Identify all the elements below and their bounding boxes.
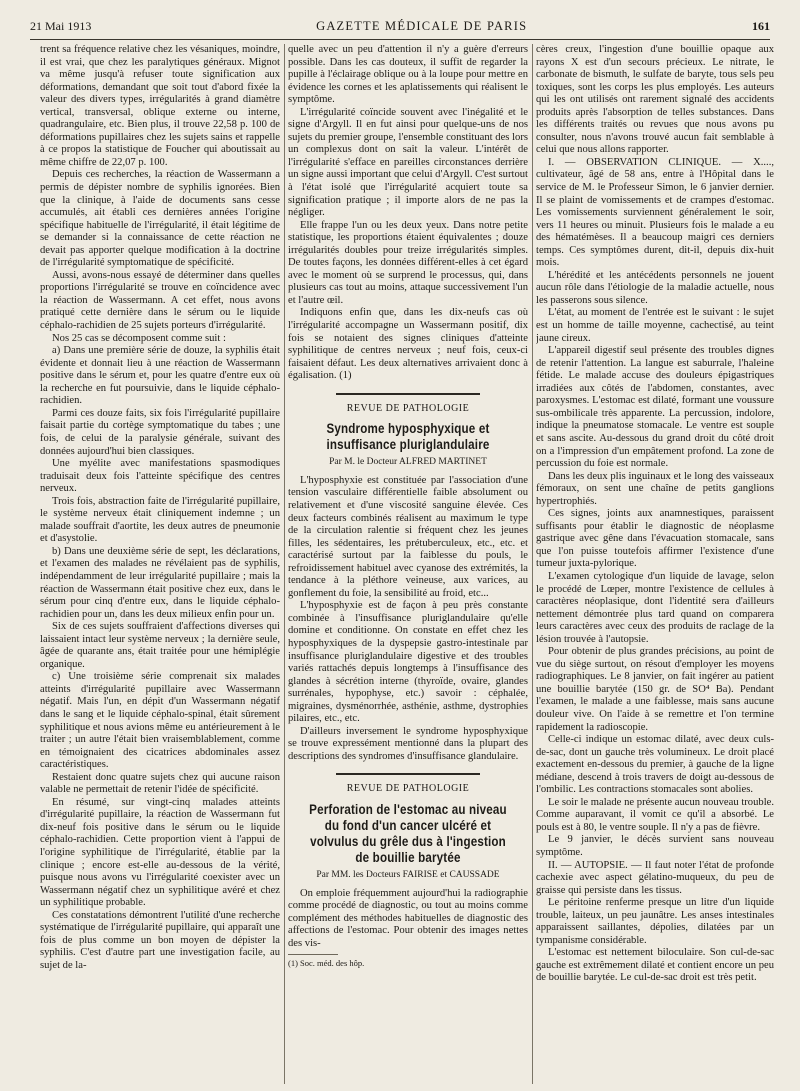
paragraph: Ces signes, joints aux anamnestiques, paraissent suffisants pour établir le diagnostic de néoplasme gastrique avec gêne dans l'évacuation stomacale, sans que l'on puisse toutefois affirmer l'existence d'une tumeur juxta-pylorique.: [536, 508, 774, 570]
paragraph: Elle frappe l'un ou les deux yeux. Dans notre petite statistique, les proportions étaient équivalentes ; douze irrégularités doubles pour treize irrégularités simples. De toutes façons, les données différent-elles à cet égard avec le moment où se surprend le processus, qui, dans plusieurs cas tout au moins, attaque successivement l'un et l'autre œil.: [288, 219, 528, 306]
column-3: [536, 44, 774, 1084]
paragraph: Restaient donc quatre sujets chez qui aucune raison valable ne permettait de retenir l'idée de spécificité.: [40, 771, 280, 796]
paragraph: Dans les deux plis inguinaux et le long des vaisseaux fémoraux, on sent une chaîne de petits ganglions hypertrophiés.: [536, 470, 774, 507]
paragraph: D'ailleurs inversement le syndrome hyposphyxique se trouve expressément mentionné dans la plupart des descriptions des syndromes d'insuffisance glandulaire.: [288, 725, 528, 762]
paragraph: L'hyposphyxie est de façon à peu près constante combinée à l'insuffisance pluriglandulaire qu'elle domine et conditionne. On constate en effet chez les hyposphyxiques de la dyspepsie gastro-intestinale par insuffisance pluriglandulaire digestive et des troubles variés rattachés depuis longtemps à l'insuffisance des glandes à sécrétion interne (thyroïde, ovaire, glandes surrénales, hypophyse, etc.) savoir : céphalée, migraines, dysménorrhée, asthénie, asthme, dystrophies pilaires, etc., etc.: [288, 600, 528, 725]
section-heading: REVUE DE PATHOLOGIE: [346, 783, 470, 795]
paragraph: quelle avec un peu d'attention il n'y a guère d'erreurs possible. Dans les cas douteux, il suffit de regarder la pupille à l'éclairage oblique ou à la loupe pour mettre en évidence les cornes et les aplatissements qui réalisent le symptôme.: [288, 44, 528, 106]
paragraph: Trois fois, abstraction faite de l'irrégularité pupillaire, le système nerveux était cliniquement indemne ; un malade souffrait d'aortite, les deux autres de pneumonie et d'asystolie.: [40, 495, 280, 545]
article-title: Perforation de l'estomac au niveau du fond d'un cancer ulcéré et volvulus du grêle dus à l'ingestion de bouillie barytée: [309, 801, 507, 865]
footnote-rule: [288, 954, 338, 955]
paragraph: Pour obtenir de plus grandes précisions, au point de vue du siège surtout, on résout d'employer les moyens radiographiques. Le 8 janvier, on fait ingérer au patient une bouillie barytée (150 gr. de SO⁴ Ba). Pendant l'examen, le malade a une faiblesse, mais sans aucune douleur vive. On l'aide à se remettre et l'on termine rapidement la radioscopie.: [536, 646, 774, 733]
paragraph: L'hyposphyxie est constituée par l'association d'une tension vasculaire différentielle faible absolument ou relativement et d'une viscosité sanguine élevée. Ces deux facteurs combinés réalisent au maximum le type de la circulation ralentie si fréquent chez les jeunes filles, les sédentaires, les prétuberculeux, etc., etc. et caractérisé surtout par la faiblesse du pouls, le refroidissement habituel avec cyanose des extrémités, la tendance à la pléthore veineuse, aux varices, au gonflement du foie, la sensibilité au froid, etc...: [288, 474, 528, 599]
paragraph: I. — OBSERVATION CLINIQUE. — X...., cultivateur, âgé de 58 ans, entre à l'Hôpital dans le service de M. le Professeur Simon, le 6 janvier dernier. Il se plaint de vomissements et de crampes d'estomac. Les vomissements surviennent généralement le soir, vers 11 heures ou minuit. Plusieurs fois le malade a eu des hématémèses. Il a beaucoup maigri ces derniers temps. Ces symptômes durent, dit-il, depuis dix-huit mois.: [536, 156, 774, 269]
paragraph: On emploie fréquemment aujourd'hui la radiographie comme procédé de diagnostic, ou tout au moins comme complément des méthodes habituelles de diagnostic des affections de l'estomac. Pour obtenir des images nettes des vis-: [288, 887, 528, 949]
paragraph: L'examen cytologique d'un liquide de lavage, selon le procédé de Lœper, montre l'existence de cellules à caractères néoplasique, dont l'identité sera d'ailleurs nettement démontrée plus tard quand on comparera leurs caractères avec ceux des produits de raclage de la lésion trouvée à l'autopsie.: [536, 570, 774, 645]
paragraph: L'hérédité et les antécédents personnels ne jouent aucun rôle dans l'étiologie de la maladie actuelle, nous les passerons sous silence.: [536, 269, 774, 306]
paragraph: II. — AUTOPSIE. — Il faut noter l'état de profonde cachexie avec aspect gélatino-muqueux, du peu de graisse qui persiste dans les tissus.: [536, 859, 774, 896]
section-heading: REVUE DE PATHOLOGIE: [346, 402, 470, 414]
paragraph: Six de ces sujets souffraient d'affections diverses qui laissaient intact leur système nerveux ; la dernière seule, âgée de quarante ans, était traitée pour une hémiplégie organique.: [40, 621, 280, 670]
header-rule: [30, 39, 770, 40]
paragraph: L'état, au moment de l'entrée est le suivant : le sujet est un homme de taille moyenne, cachectisé, au teint jaune cireux.: [536, 307, 774, 344]
paragraph: Le péritoine renferme presque un litre d'un liquide trouble, laiteux, un peu jaunâtre. Les anses intestinales apparaissent saillantes, dépolies, dilatées par un tympanisme considérable.: [536, 897, 774, 946]
paragraph: L'irrégularité coïncide souvent avec l'inégalité et le signe d'Argyll. Il en fut ainsi pour quelque-uns de nos sujets du premier groupe, l'ensemble constituant des lors un complexus dont on sait la valeur. L'intérêt de l'irrégularité s'efface en pareilles circonstances derrière un signe aussi important que celui d'Argyll. C'est surtout à l'état isolé que l'irrégularité acquiert toute sa signification pratique ; il importe alors de ne pas la négliger.: [288, 106, 528, 219]
article-byline: Par MM. les Docteurs FAIRISE et CAUSSADE: [316, 869, 500, 880]
footnote: (1) Soc. méd. des hôp.: [288, 958, 365, 969]
paragraph: Le soir le malade ne présente aucun nouveau trouble. Comme auparavant, il vomit ce qu'il a absorbé. Le pouls est à 80, le ventre souple. Il n'y a pas de fièvre.: [536, 796, 774, 833]
page-header: [30, 14, 770, 38]
paragraph: Ces constatations démontrent l'utilité d'une recherche systématique de l'irrégularité pupillaire, qui apparaît une fois de plus comme un bon moyen de dépister la syphilis. C'est d'autre part une investigation facile, au sujet de la-: [40, 909, 280, 971]
paragraph: En résumé, sur vingt-cinq malades atteints d'irrégularité pupillaire, la réaction de Wassermann fut dix-neuf fois positive dans le sérum ou le liquide céphalo-rachidien. Cette proportion vient à l'appui de l'origine syphilitique de l'irrégularité, établie par la clinique ; encore est-elle au-dessous de la vérité, puisque nous avons vu l'irrégularité coexister avec un Wassermann négatif chez un syphilitique avéré et chez un syphilitique probable.: [40, 796, 280, 909]
paragraph: Depuis ces recherches, la réaction de Wassermann a permis de dépister nombre de syphilis ignorées. Bien que la clinique, à l'aide de documents sans cesse accumulés, ait établi ces dernières années l'origine spécifique habituelle de l'irrégularité, il était légitime de se demander si la connaissance de cette réaction ne devait pas apporter quelque modification à la doctrine de l'irrégularité symptomatique de spécificité.: [40, 169, 280, 269]
column-2: [288, 44, 528, 1084]
section-separator: [336, 393, 480, 395]
column-divider: [284, 44, 285, 1084]
paragraph: cères creux, l'ingestion d'une bouillie opaque aux rayons X est d'un secours précieux. Le nitrate, le carbonate de bismuth, le sulfate de baryte, tous sels peu toxiques, sont les corps les plus employés. Les auteurs qui les ont utilisés ont rarement signalé des accidents produits après l'absorption de telles substances. Dans les différents traités ou revues que nous avons pu consulter, nous n'avons trouvé aucun fait semblable à celui que nous allons rapporter.: [536, 44, 774, 156]
paragraph: Le 9 janvier, le décès survient sans nouveau symptôme.: [536, 834, 774, 858]
paragraph: L'estomac est nettement biloculaire. Son cul-de-sac gauche est extrêmement dilaté et contient encore un peu de bouillie barytée. Le cul-de-sac droit est très petit.: [536, 947, 774, 984]
paragraph: L'appareil digestif seul présente des troubles dignes de retenir l'attention. La langue est saburrale, l'haleine fétide. Le malade accuse des douleurs épigastriques irradiées aux côtés de l'abdomen, constantes, avec paroxysmes. L'estomac est dilaté, formant une voussure sus-ombilicale très apparente. La percussion, indolore, indique la pneumatose stomacale. Le ventre est souple et sans ascite. Au-dessous du grand droit du côté droit on a l'impression d'un empâtement profond. La zone de percussion du foie est normale.: [536, 345, 774, 470]
paragraph: b) Dans une deuxième série de sept, les déclarations, et l'examen des malades ne révélaient pas de syphilis, indépendamment de leur irrégularité pupillaire ; mais la réaction de Wassermann était positive chez eux, dans le sérum pour cinq d'entre eux, dans le liquide céphalo-rachidien pour un, dans les deux milieux enfin pour un.: [40, 545, 280, 620]
column-1: [40, 44, 280, 1084]
paragraph: Une myélite avec manifestations spasmodiques traduisait deux fois l'atteinte spécifique des centres nerveux.: [40, 458, 280, 495]
paragraph: Celle-ci indique un estomac dilaté, avec deux culs-de-sac, dont un gauche très volumineux. Le droit placé exactement en-dessous du premier, à gauche de la ligne médiane, descend à trois travers de doigt au-dessous de l'ombilic. Les contractions stomacales sont abolies.: [536, 734, 774, 796]
paragraph: trent sa fréquence relative chez les vésaniques, moindre, il est vrai, que chez les paralytiques généraux. Mignot va même jusqu'à refuser toute signification aux déformations, demandant que soit tout d'abord fixée la valeur des divers types, irrégularités à grand diamètre vertical, transversal, oblique externe ou interne, quadrangulaire, etc. Bien plus, il trouve 22,58 p. 100 de déformations pupillaires chez les sujets sains et rappelle à ce propos la statistique de Foucher qui aboutissait au même chiffre de 22,07 p. 100.: [40, 44, 280, 168]
paragraph: Nos 25 cas se décomposent comme suit :: [52, 332, 226, 344]
issue-date: 21 Mai 1913: [30, 18, 92, 33]
journal-title: GAZETTE MÉDICALE DE PARIS: [316, 18, 528, 33]
paragraph: Indiquons enfin que, dans les dix-neufs cas où l'irrégularité accompagne un Wassermann positif, dix fois se notaient des signes cliniques d'atteinte syphilitique de centres nerveux ; neuf fois, ceux-ci faisaient défaut. Les deux alternatives arrivaient donc à égalisation. (1): [288, 307, 528, 382]
article-byline: Par M. le Docteur ALFRED MARTINET: [329, 457, 487, 468]
paragraph: Aussi, avons-nous essayé de déterminer dans quelles proportions l'irrégularité se trouve en coïncidence avec la réaction de Wassermann. A cet effet, nous avons pratiqué cette dernière dans le sérum ou le liquide céphalo-rachidien de 25 sujets porteurs d'irrégularité.: [40, 269, 280, 332]
section-separator: [336, 773, 480, 775]
page-number: 161: [751, 18, 770, 33]
paragraph: Parmi ces douze faits, six fois l'irrégularité pupillaire faisait partie du cortège symptomatique du tabes ; une fois, de celui de la paralysie générale, suivant des données aujourd'hui bien classiques.: [40, 407, 280, 457]
column-divider: [532, 44, 533, 1084]
paragraph: a) Dans une première série de douze, la syphilis était évidente et donnait lieu à une réaction de Wassermann positive dans le sérum et, pour les quatre d'entre eux où la recherche en fut poursuivie, dans le liquide céphalo-rachidien.: [40, 345, 280, 407]
article-title: Syndrome hyposphyxique et insuffisance pluriglandulaire: [326, 421, 490, 453]
paragraph: c) Une troisième série comprenait six malades atteints d'irrégularité pupillaire avec Wassermann négatif. Mais l'un, en dépit d'un Wassermann négatif dans le sang et le liquide céphalo-spinal, était sûrement syphilitique et nous avions même eu antérieurement à le traiter ; un autre l'était bien vraisemblablement, comme en témoignaient des cicatrices abdominales assez caractéristiques.: [40, 671, 280, 771]
